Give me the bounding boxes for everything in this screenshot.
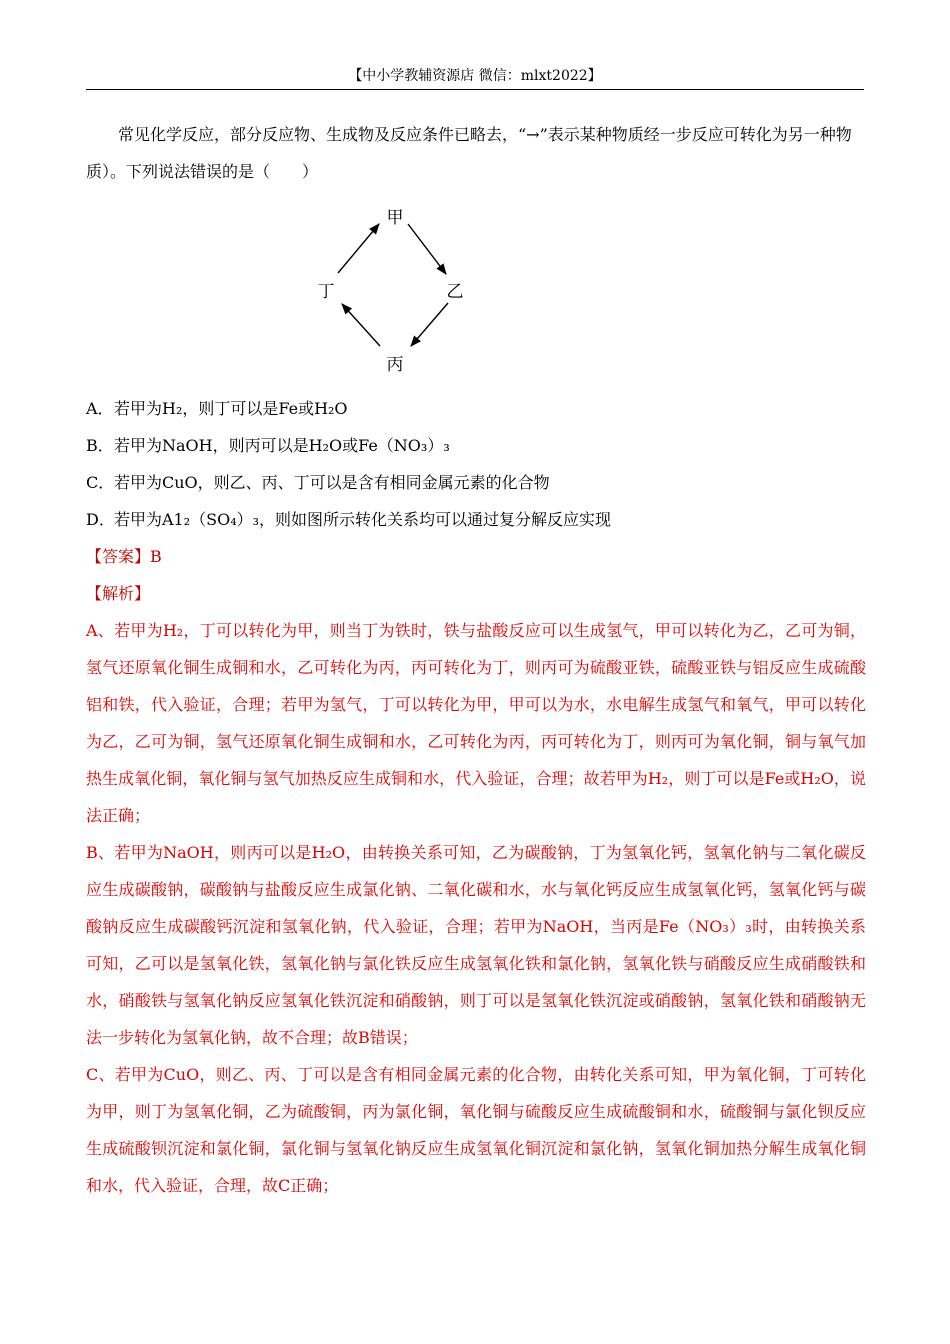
node-left: 丁 <box>317 282 335 302</box>
analysis-paragraph-a: A、若甲为H₂，丁可以转化为甲，则当丁为铁时，铁与盐酸反应可以生成氢气，甲可以转化为乙，乙可为铜，氢气还原氧化铜生成铜和水，乙可转化为丙，丙可转化为丁，则丙可为硫酸亚铁，硫酸亚铁与铝反应生成硫酸铝和铁，代入验证，合理；若甲为氢气，丁可以转化为甲，甲可以为水，水电解生成氢气和氧气，甲可以转化为乙，乙可为铜，氢气还原氧化铜生成铜和水，乙可转化为丙，丙可转化为丁，则丙可为氧化铜，铜与氧气加热生成氧化铜，氧化铜与氢气加热反应生成铜和水，代入验证，合理；故若甲为H₂，则丁可以是Fe或H₂O，说法正确； <box>86 621 866 825</box>
header-divider <box>86 89 864 90</box>
option-text: 若甲为A1₂（SO₄）₃，则如图所示转化关系均可以通过复分解反应实现 <box>114 510 612 529</box>
options-list <box>86 390 866 538</box>
question-content <box>86 116 866 1204</box>
question-stem: 常见化学反应，部分反应物、生成物及反应条件已略去，“→”表示某种物质经一步反应可转化为另一种物质）。下列说法错误的是（ ） <box>86 125 852 181</box>
answer-line <box>86 538 866 575</box>
page-header: 【中小学教辅资源店 微信：mlxt2022】 <box>348 68 602 84</box>
option-text: 若甲为NaOH，则丙可以是H₂O或Fe（NO₃）₃ <box>114 436 450 455</box>
option-text: 若甲为H₂，则丁可以是Fe或H₂O <box>114 399 348 418</box>
option-b <box>86 427 866 464</box>
analysis-label: 【解析】 <box>86 584 151 603</box>
answer-label: 【答案】 <box>86 547 151 566</box>
answer-value: B <box>150 547 162 566</box>
option-letter: D． <box>86 510 115 529</box>
option-a <box>86 390 866 427</box>
option-letter: A． <box>86 399 114 418</box>
node-right: 乙 <box>446 282 464 302</box>
arrow-right-to-bottom <box>411 303 448 346</box>
option-c <box>86 464 866 501</box>
option-letter: B． <box>86 436 114 455</box>
conversion-diagram-svg <box>308 198 468 376</box>
option-letter: C． <box>86 473 115 492</box>
analysis-paragraph-b: B、若甲为NaOH，则丙可以是H₂O，由转换关系可知，乙为碳酸钠，丁为氢氧化钙，氢氧化钠与二氧化碳反应生成碳酸钠，碳酸钠与盐酸反应生成氯化钠、二氧化碳和水，水与氧化钙反应生成氢氧化钙，氢氧化钙与碳酸钠反应生成碳酸钙沉淀和氢氧化钠，代入验证，合理；若甲为NaOH，当丙是Fe（NO₃）₃时，由转换关系可知，乙可以是氢氧化铁，氢氧化钠与氯化铁反应生成氢氧化铁和氯化钠，氢氧化铁与硝酸反应生成硝酸铁和水，硝酸铁与氢氧化钠反应氢氧化铁沉淀和硝酸钠，则丁可以是氢氧化铁沉淀或硝酸钠，氢氧化铁和硝酸钠无法一步转化为氢氧化钠，故不合理；故B错误； <box>86 843 866 1047</box>
arrow-top-to-right <box>408 224 446 274</box>
option-d <box>86 501 866 538</box>
option-text: 若甲为CuO，则乙、丙、丁可以是含有相同金属元素的化合物 <box>114 473 550 492</box>
arrow-bottom-to-left <box>342 304 380 346</box>
arrow-left-to-top <box>338 224 379 273</box>
analysis-paragraph-c: C、若甲为CuO，则乙、丙、丁可以是含有相同金属元素的化合物，由转化关系可知，甲为氧化铜，丁可转化为甲，则丁为氢氧化铜，乙为硫酸铜，丙为氯化铜，氧化铜与硫酸反应生成硫酸铜和水，硫酸铜与氯化钡反应生成硫酸钡沉淀和氯化铜，氯化铜与氢氧化钠反应生成氢氧化铜沉淀和氯化钠，氢氧化铜加热分解生成氧化铜和水，代入验证，合理，故C正确； <box>86 1065 866 1195</box>
conversion-diagram <box>86 198 866 390</box>
node-bottom: 丙 <box>386 355 404 375</box>
node-top: 甲 <box>386 208 404 228</box>
